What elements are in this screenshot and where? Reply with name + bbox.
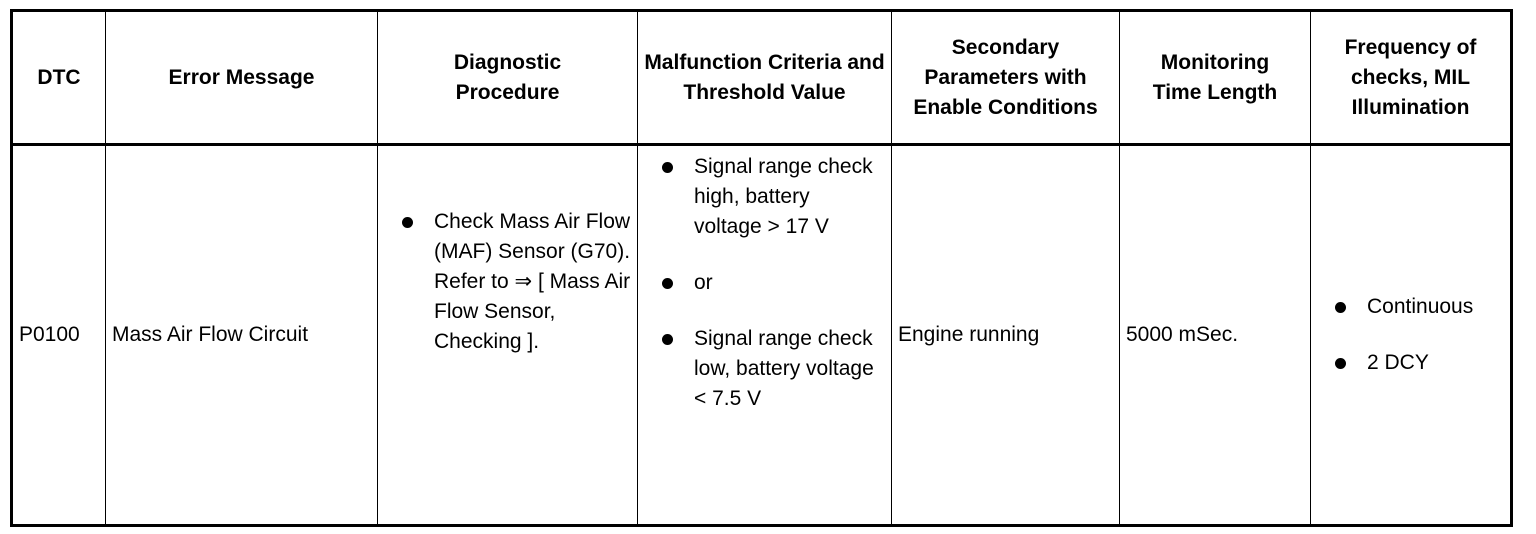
header-frequency-label: Frequency of checks, MIL Illumination xyxy=(1344,35,1477,119)
cell-malfunction-criteria xyxy=(638,145,892,526)
list-item xyxy=(1335,292,1506,322)
bullet-icon xyxy=(1335,358,1346,369)
bullet-icon xyxy=(1335,302,1346,313)
bullet-icon xyxy=(402,217,413,228)
procedure-list xyxy=(402,207,633,357)
cell-dtc: P0100 xyxy=(12,145,106,526)
header-monitoring-time-label: Monitoring Time Length xyxy=(1152,50,1278,104)
header-dtc: DTC xyxy=(12,11,106,145)
header-row xyxy=(12,11,1512,145)
cell-secondary-parameters: Engine running xyxy=(892,145,1120,526)
table-body xyxy=(12,145,1512,526)
table-row xyxy=(12,145,1512,526)
header-diagnostic-procedure-label: Diagnostic Procedure xyxy=(453,50,562,104)
bullet-icon xyxy=(662,162,673,173)
bullet-icon xyxy=(662,278,673,289)
header-malfunction-criteria-label: Malfunction Criteria and Threshold Value xyxy=(644,50,885,104)
frequency-list xyxy=(1335,292,1506,378)
criteria-text: or xyxy=(694,271,713,294)
criteria-list xyxy=(662,152,883,414)
dtc-table xyxy=(10,9,1513,527)
criteria-text: Signal range check high, battery voltage > 17 V xyxy=(694,155,873,238)
cell-monitoring-time: 5000 mSec. xyxy=(1120,145,1311,526)
cell-error-message: Mass Air Flow Circuit xyxy=(106,145,378,526)
cell-frequency xyxy=(1311,145,1512,526)
list-item xyxy=(662,268,883,298)
list-item xyxy=(402,207,633,357)
header-secondary-parameters xyxy=(892,11,1120,145)
list-item xyxy=(662,324,883,414)
table-header xyxy=(12,11,1512,145)
header-frequency xyxy=(1311,11,1512,145)
frequency-text: 2 DCY xyxy=(1367,351,1429,374)
list-item xyxy=(1335,348,1506,378)
cell-diagnostic-procedure xyxy=(378,145,638,526)
header-monitoring-time xyxy=(1120,11,1311,145)
criteria-text: Signal range check low, battery voltage < 7.5 V xyxy=(694,327,874,410)
frequency-text: Continuous xyxy=(1367,295,1474,318)
header-malfunction-criteria xyxy=(638,11,892,145)
bullet-icon xyxy=(662,334,673,345)
procedure-text: Check Mass Air Flow (MAF) Sensor (G70). Refer to ⇒ [ Mass Air Flow Sensor, Checking ]. xyxy=(434,210,631,353)
header-secondary-parameters-label: Secondary Parameters with Enable Conditions xyxy=(913,35,1098,119)
list-item xyxy=(662,152,883,242)
header-diagnostic-procedure xyxy=(378,11,638,145)
header-error-message: Error Message xyxy=(106,11,378,145)
